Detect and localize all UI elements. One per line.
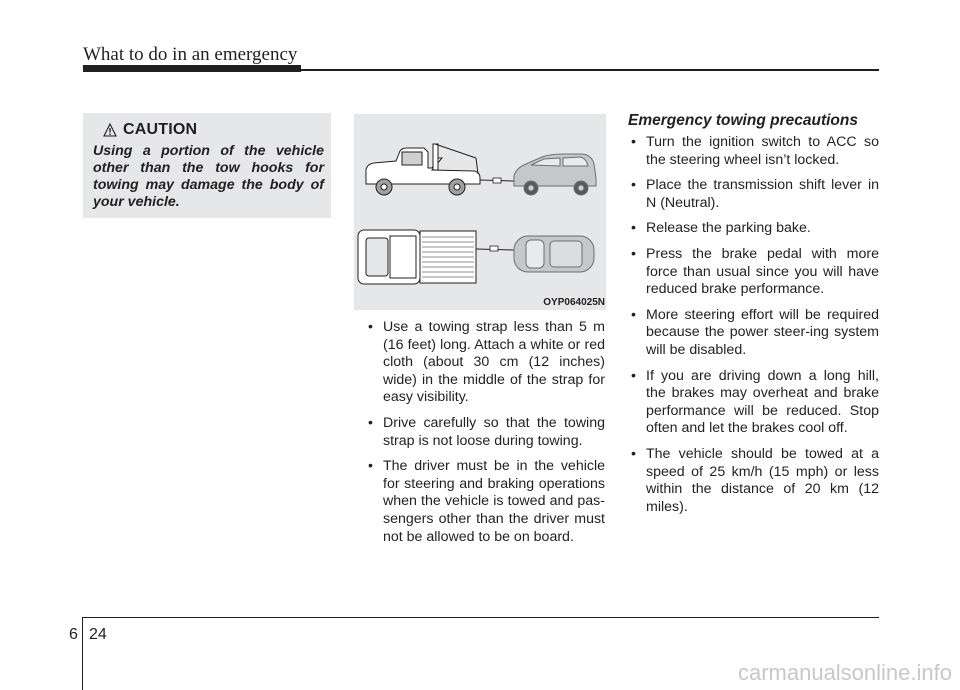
warning-triangle-icon — [103, 123, 117, 137]
right-bullet-list — [631, 134, 879, 524]
list-item: • Turn the ignition switch to ACC so the steering wheel isn’t locked. — [631, 134, 879, 169]
list-item: • Place the transmission shift lever in N (Neutral). — [631, 177, 879, 212]
page-number: 24 — [89, 626, 107, 643]
list-item: • Release the parking bake. — [631, 220, 879, 238]
footer-divider — [82, 617, 83, 690]
caution-text: Using a portion of the vehicle other than the tow hooks for towing may damage the body of your vehicle. — [93, 143, 324, 210]
figure-code: OYP064025N — [543, 297, 605, 308]
caution-box — [83, 113, 331, 218]
watermark: carmanualsonline.info — [737, 660, 952, 685]
list-item: • Drive carefully so that the towing strap is not loose during towing. — [368, 415, 605, 450]
list-item: • The vehicle should be towed at a speed of 25 km/h (15 mph) or less within the distance of 20 km (12 miles). — [631, 446, 879, 516]
header-rule-thin — [301, 69, 879, 71]
list-item: • Use a towing strap less than 5 m (16 feet) long. Attach a white or red cloth (about 30 cm (12 inches) wide) in the middle of the strap for easy visibility. — [368, 319, 605, 407]
list-item: • Press the brake pedal with more force than usual since you will have reduced brake performance. — [631, 246, 879, 299]
caution-title: CAUTION — [123, 121, 198, 138]
middle-bullet-list — [368, 319, 605, 554]
chapter-number: 6 — [69, 626, 78, 643]
footer-rule — [83, 617, 879, 618]
towing-illustration — [354, 114, 606, 310]
caution-header — [103, 121, 325, 139]
list-item: • More steering effort will be required because the power steer-ing system will be disabled. — [631, 307, 879, 360]
list-item: • If you are driving down a long hill, the brakes may overheat and brake performance will be reduced. Stop often and let the brakes cool off. — [631, 368, 879, 438]
page-header-title: What to do in an emergency — [83, 44, 298, 65]
towing-diagram-image — [354, 114, 606, 310]
section-heading: Emergency towing precautions — [628, 112, 858, 129]
list-item: • The driver must be in the vehicle for steering and braking operations when the vehicle is towed and pas-sengers other than the driver must not be allowed to be on board. — [368, 458, 605, 546]
header-rule-thick — [83, 65, 301, 72]
